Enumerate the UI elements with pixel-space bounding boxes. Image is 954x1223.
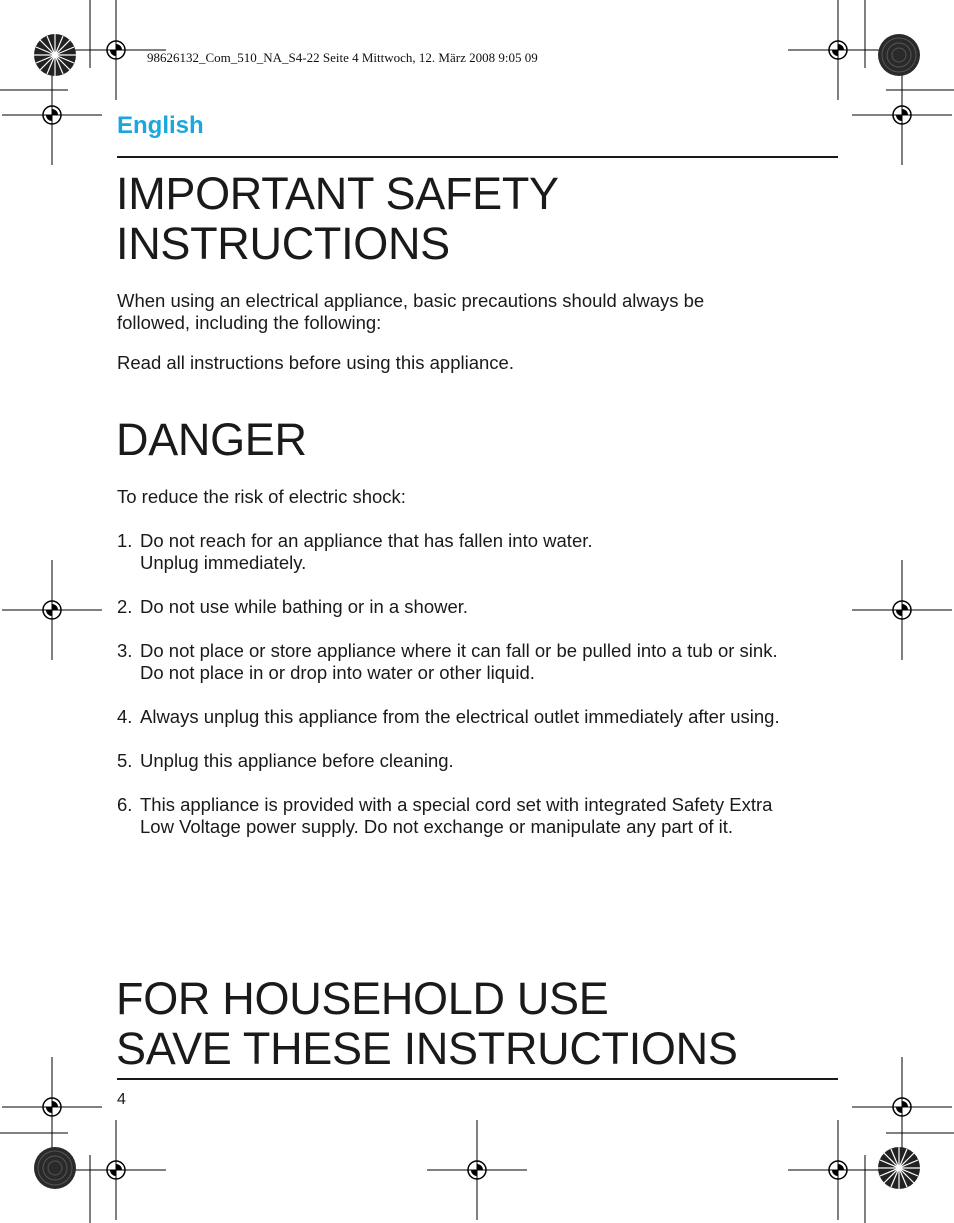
registration-mark-icon (852, 65, 952, 165)
list-item-number: 3. (117, 640, 133, 661)
safety-list (117, 530, 847, 860)
list-item (117, 794, 847, 838)
registration-mark-icon (852, 560, 952, 660)
registration-mark-icon (2, 560, 102, 660)
page-title (116, 169, 559, 269)
list-item-line: Do not use while bathing or in a shower. (140, 596, 469, 617)
top-divider (117, 156, 838, 158)
list-item-number: 5. (117, 750, 133, 771)
list-item-line: Unplug immediately. (140, 552, 307, 573)
list-item-line: This appliance is provided with a special cord set with integrated Safety Extra (140, 794, 773, 815)
list-item-number: 1. (117, 530, 133, 551)
list-item-line: Do not reach for an appliance that has fallen into water. (140, 530, 593, 551)
list-item (117, 640, 847, 684)
footer-heading-line: FOR HOUSEHOLD USE (116, 973, 609, 1024)
list-item-line: Unplug this appliance before cleaning. (140, 750, 454, 771)
registration-mark-icon (66, 1120, 166, 1220)
print-slug: 98626132_Com_510_NA_S4-22 Seite 4 Mittwoch, 12. März 2008 9:05 09 (147, 50, 538, 65)
footer-heading-line: SAVE THESE INSTRUCTIONS (116, 1023, 738, 1074)
registration-mark-icon (2, 65, 102, 165)
list-item-line: Do not place in or drop into water or other liquid. (140, 662, 535, 683)
danger-heading: DANGER (116, 414, 307, 465)
registration-mark-icon (852, 1057, 952, 1157)
list-item (117, 530, 847, 574)
registration-mark-icon (788, 0, 888, 100)
list-item-number: 4. (117, 706, 133, 727)
reduce-risk-text: To reduce the risk of electric shock: (117, 486, 406, 507)
list-item (117, 596, 847, 618)
registration-mark-icon (427, 1120, 527, 1220)
registration-mark-icon (788, 1120, 888, 1220)
page-number: 4 (117, 1091, 126, 1108)
list-item-line: Always unplug this appliance from the electrical outlet immediately after using. (140, 706, 780, 727)
intro-line: followed, including the following: (117, 312, 382, 333)
intro-paragraph (117, 290, 817, 334)
page-title-line: INSTRUCTIONS (116, 218, 450, 269)
read-all-notice: Read all instructions before using this appliance. (117, 352, 514, 373)
bottom-divider (117, 1078, 838, 1080)
list-item-number: 6. (117, 794, 133, 815)
list-item-line: Do not place or store appliance where it can fall or be pulled into a tub or sink. (140, 640, 778, 661)
language-label: English (117, 112, 204, 139)
intro-line: When using an electrical appliance, basic precautions should always be (117, 290, 705, 311)
page-title-line: IMPORTANT SAFETY (116, 168, 559, 219)
list-item (117, 750, 847, 772)
registration-mark-icon (2, 1057, 102, 1157)
list-item-number: 2. (117, 596, 133, 617)
list-item-line: Low Voltage power supply. Do not exchange or manipulate any part of it. (140, 816, 734, 837)
list-item (117, 706, 847, 728)
footer-heading (116, 974, 738, 1074)
